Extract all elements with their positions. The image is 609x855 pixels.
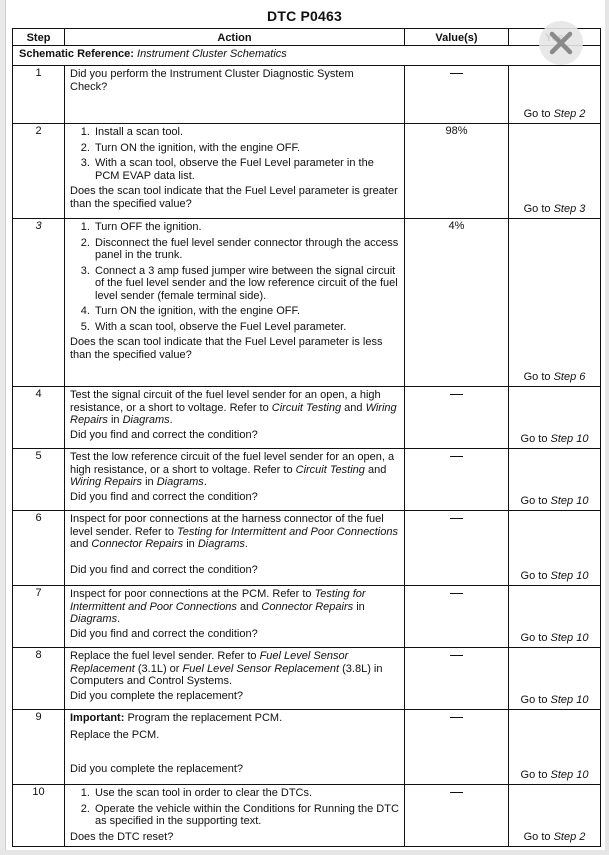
action-text: Replace the fuel level sender. Refer to Fuel Level Sensor Replacement (3.1L) or Fuel Level Sensor Replacement (3.8L) in Computers and Control Systems. <box>70 650 383 687</box>
table-row <box>13 586 601 648</box>
reference-link[interactable]: Circuit Testing <box>295 463 365 476</box>
action-text: Did you perform the Instrument Cluster Diagnostic System Check? <box>70 68 354 93</box>
reference-link[interactable]: Testing for Intermittent and Poor Connections <box>70 588 366 613</box>
value-cell: 98% <box>405 124 509 219</box>
action-text: Inspect for poor connections at the harness connector of the fuel level sender. Refer to Testing for Intermittent and Poor Connections and Connector Repairs in Diagrams. <box>70 513 398 550</box>
value-dash <box>450 593 463 594</box>
list-item: 1. Use the scan tool in order to clear the DTCs. <box>93 787 399 800</box>
question-text: Does the DTC reset? <box>70 830 174 843</box>
dash-mark <box>450 73 463 74</box>
list-item: 1. Install a scan tool. <box>93 126 399 139</box>
close-icon <box>548 30 574 56</box>
step-number: 3 <box>13 219 65 387</box>
question-text: Did you find and correct the condition? <box>70 563 258 576</box>
value-cell: 4% <box>405 219 509 387</box>
viewer-right-edge <box>605 0 609 855</box>
question-text: Does the scan tool indicate that the Fuel Level parameter is less than the specified value? <box>70 336 383 361</box>
action-text: Inspect for poor connections at the PCM. Refer to Testing for Intermittent and Poor Connections and Connector Repairs in Diagrams. <box>70 588 366 625</box>
reference-link[interactable]: Diagrams <box>156 476 204 488</box>
action-list <box>70 221 399 333</box>
header-action: Action <box>65 29 405 46</box>
reference-link[interactable]: Diagrams <box>197 538 245 550</box>
diagnostic-table <box>12 28 601 847</box>
action-list <box>70 787 399 828</box>
question-text: Does the scan tool indicate that the Fuel Level parameter is greater than the specified value? <box>70 185 398 210</box>
table-row <box>13 710 601 785</box>
reference-link[interactable]: Fuel Level Sensor Replacement <box>182 662 340 675</box>
step-number: 6 <box>13 511 65 586</box>
value-cell <box>450 67 463 79</box>
reference-link[interactable]: Connector Repairs <box>91 538 184 550</box>
list-item: 1. Turn OFF the ignition. <box>93 221 399 234</box>
header-values: Value(s) <box>405 29 509 46</box>
goto-step-link[interactable]: Go to Step 2 <box>523 108 586 120</box>
step-number: 8 <box>13 648 65 710</box>
list-item: 2. Disconnect the fuel level sender connector through the access panel in the trunk. <box>93 237 399 262</box>
reference-link[interactable]: Fuel Level Sensor Replacement <box>70 650 349 675</box>
step-number: 10 <box>13 785 65 847</box>
question-text: Did you find and correct the condition? <box>70 627 258 640</box>
schematic-row <box>13 46 601 66</box>
action-list <box>70 126 399 182</box>
table-row <box>13 511 601 586</box>
list-item: 2. Turn ON the ignition, with the engine OFF. <box>93 142 399 155</box>
list-item: 5. With a scan tool, observe the Fuel Level parameter. <box>93 321 399 334</box>
table-row <box>13 124 601 219</box>
list-item: 3. With a scan tool, observe the Fuel Level parameter in the PCM EVAP data list. <box>93 157 399 182</box>
action-text: Replace the PCM. <box>70 728 160 741</box>
reference-link[interactable]: Wiring Repairs <box>70 476 143 488</box>
reference-link[interactable]: Diagrams <box>70 613 118 625</box>
question-text: Did you find and correct the condition? <box>70 490 258 503</box>
list-item: 2. Operate the vehicle within the Conditions for Running the DTC as specified in the supporting text. <box>93 803 399 828</box>
reference-link[interactable]: Diagrams <box>122 414 170 426</box>
table-row <box>13 648 601 710</box>
question-text: Did you find and correct the condition? <box>70 428 258 441</box>
action-text: Test the low reference circuit of the fuel level sender for an open, a high resistance, or a short to voltage. Refer to Circuit Testing and Wiring Repairs in Diagrams. <box>70 451 395 488</box>
table-row <box>13 66 601 124</box>
important-note: Important: Program the replacement PCM. <box>70 712 283 724</box>
step-number: 7 <box>13 586 65 648</box>
goto-step-link[interactable]: Go to Step 10 <box>520 769 589 781</box>
goto-step-link[interactable]: Go to Step 10 <box>520 632 589 644</box>
step-number: 5 <box>13 449 65 511</box>
reference-link[interactable]: Circuit Testing <box>271 401 342 414</box>
action-text: Test the signal circuit of the fuel level sender for an open, a high resistance, or a short to voltage. Refer to Circuit Testing and Wiring Repairs in Diagrams. <box>70 389 397 426</box>
goto-step-link[interactable]: Go to Step 10 <box>520 495 589 507</box>
reference-link[interactable]: Testing for Intermittent and Poor Connections <box>177 525 398 538</box>
value-dash <box>450 792 463 793</box>
goto-step-link[interactable]: Go to Step 6 <box>523 371 586 383</box>
value-dash <box>450 394 463 395</box>
viewer-left-edge <box>0 0 6 855</box>
document-title: DTC P0463 <box>267 8 342 24</box>
schematic-link[interactable]: Instrument Cluster Schematics <box>137 48 287 60</box>
list-item: 4. Turn ON the ignition, with the engine OFF. <box>93 305 399 318</box>
reference-link[interactable]: Wiring Repairs <box>70 401 397 426</box>
reference-link[interactable]: Connector Repairs <box>261 600 354 613</box>
header-step: Step <box>13 29 65 46</box>
step-number: 9 <box>13 710 65 785</box>
table-row <box>13 449 601 511</box>
table-row <box>13 219 601 387</box>
table-row <box>13 785 601 847</box>
goto-step-link[interactable]: Go to Step 10 <box>520 694 589 706</box>
value-dash <box>450 717 463 718</box>
question-text: Did you complete the replacement? <box>70 689 244 702</box>
step-number: 4 <box>13 387 65 449</box>
value-dash <box>450 655 463 656</box>
value-dash <box>450 456 463 457</box>
goto-step-link[interactable]: Go to Step 3 <box>523 203 586 215</box>
viewer-bottom-edge <box>0 850 609 855</box>
schematic-label: Schematic Reference: <box>19 48 134 60</box>
header-row <box>13 29 601 46</box>
step-number: 2 <box>13 124 65 219</box>
step-number: 1 <box>13 66 65 124</box>
question-text: Did you complete the replacement? <box>70 763 244 775</box>
list-item: 3. Connect a 3 amp fused jumper wire between the signal circuit of the fuel level sender and the low reference circuit of the fuel level sender (female terminal side). <box>93 265 399 303</box>
close-button[interactable] <box>539 21 583 65</box>
goto-step-link[interactable]: Go to Step 10 <box>520 570 589 582</box>
table-row <box>13 387 601 449</box>
goto-step-link[interactable]: Go to Step 2 <box>523 831 586 843</box>
goto-step-link[interactable]: Go to Step 10 <box>520 433 589 445</box>
value-dash <box>450 518 463 519</box>
